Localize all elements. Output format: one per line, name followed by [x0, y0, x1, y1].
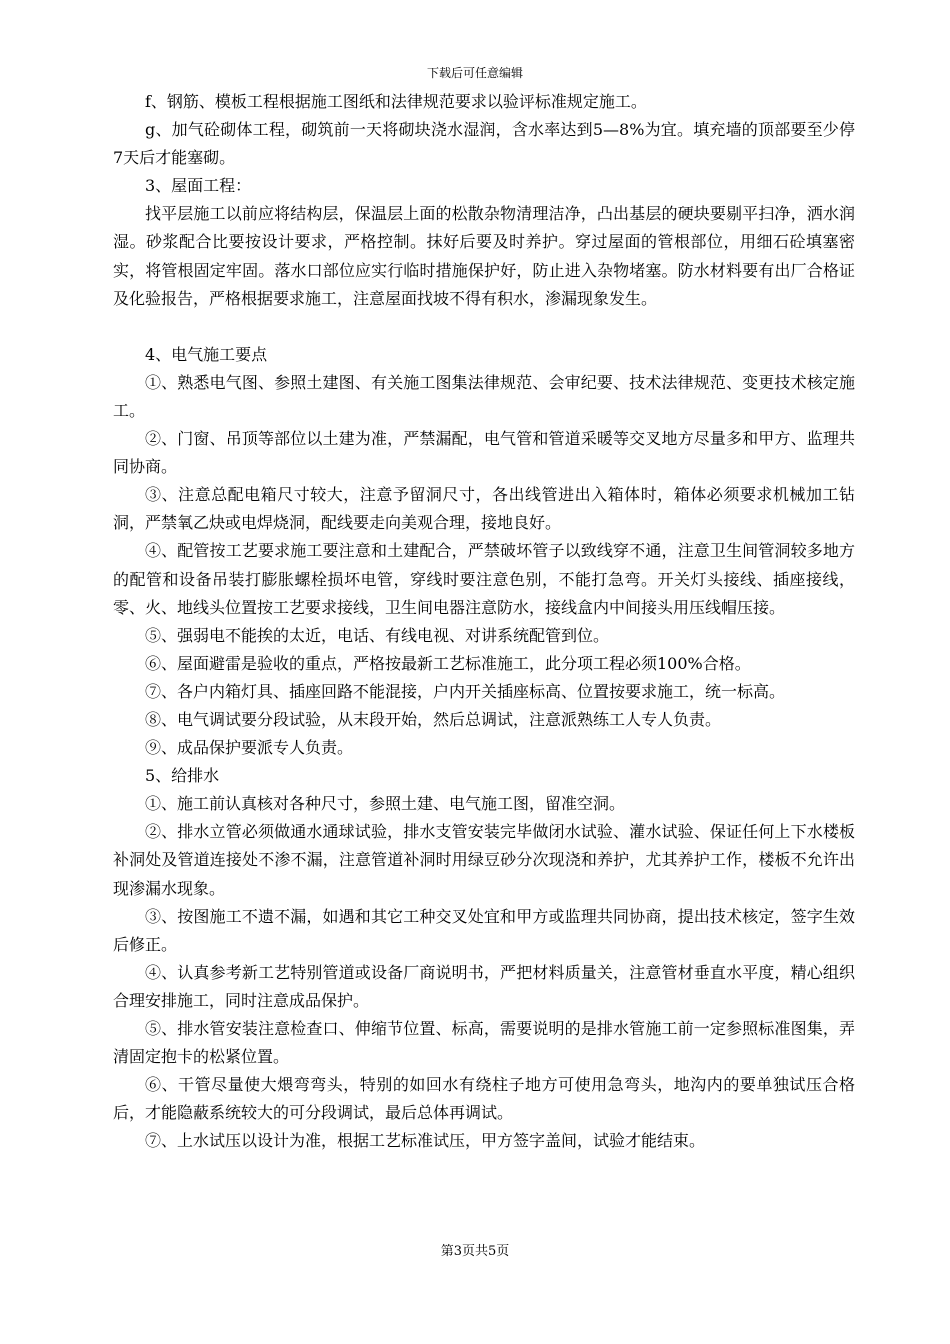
section-electrical-heading: 4、电气施工要点 — [145, 344, 268, 364]
plumbing-item-6: ⑥、干管尽量使大煨弯弯头，特别的如回水有绕柱子地方可使用急弯头，地沟内的要单独试压合格后，才能隐蔽系统较大的可分段调试，最后总体再调试。 — [113, 1075, 855, 1123]
page-footer: 第3页共5页 — [440, 1244, 510, 1259]
electrical-item-8: ⑧、电气调试要分段试验，从末段开始，然后总调试，注意派熟练工人专人负责。 — [145, 709, 722, 729]
electrical-item-1: ①、熟悉电气图、参照土建图、有关施工图集法律规范、会审纪要、技术法律规范、变更技术核定施工。 — [113, 372, 855, 420]
page-header: 下载后可任意编辑 — [426, 66, 523, 80]
section-roofing-heading: 3、屋面工程： — [145, 176, 252, 196]
electrical-item-7: ⑦、各户内箱灯具、插座回路不能混接，户内开关插座标高、位置按要求施工，统一标高。 — [145, 681, 786, 701]
electrical-item-9: ⑨、成品保护要派专人负责。 — [145, 738, 354, 758]
section-plumbing-heading: 5、给排水 — [145, 766, 220, 786]
paragraph-roofing: 找平层施工以前应将结构层，保温层上面的松散杂物清理洁净，凸出基层的硬块要剔平扫净，洒水润湿。砂浆配合比要按设计要求，严格控制。抹好后要及时养护。穿过屋面的管根部位，用细石砼填塞密实，将管根固定牢固。落水口部位应实行临时措施保护好，防止进入杂物堵塞。防水材料要有出厂合格证及化验报告，严格根据要求施工，注意屋面找坡不得有积水，渗漏现象发生。 — [113, 204, 855, 308]
document-body — [113, 88, 855, 1155]
plumbing-item-3: ③、按图施工不遗不漏，如遇和其它工种交叉处宜和甲方或监理共同协商，提出技术核定，签字生效后修正。 — [113, 906, 855, 954]
paragraph-f: f、钢筋、模板工程根据施工图纸和法律规范要求以验评标准规定施工。 — [145, 92, 647, 111]
plumbing-item-5: ⑤、排水管安装注意检查口、伸缩节位置、标高，需要说明的是排水管施工前一定参照标准图集，弄清固定抱卡的松紧位置。 — [113, 1019, 855, 1067]
electrical-item-4: ④、配管按工艺要求施工要注意和土建配合，严禁破坏管子以致线穿不通，注意卫生间管洞较多地方的配管和设备吊装打膨胀螺栓损坏电管，穿线时要注意色别，不能打急弯。开关灯头接线、插座接线，零、火、地线头位置按工艺要求接线，卫生间电器注意防水，接线盒内中间接头用压线帽压接。 — [113, 541, 855, 617]
plumbing-item-4: ④、认真参考新工艺特别管道或设备厂商说明书，严把材料质量关，注意管材垂直水平度，精心组织合理安排施工，同时注意成品保护。 — [113, 962, 855, 1010]
plumbing-item-1: ①、施工前认真核对各种尺寸，参照土建、电气施工图，留准空洞。 — [145, 794, 626, 814]
electrical-item-3: ③、注意总配电箱尺寸较大，注意予留洞尺寸，各出线管进出入箱体时，箱体必须要求机械加工钻洞，严禁氧乙炔或电焊烧洞，配线要走向美观合理，接地良好。 — [113, 485, 855, 533]
electrical-item-2: ②、门窗、吊顶等部位以土建为准，严禁漏配，电气管和管道采暖等交叉地方尽量多和甲方、监理共同协商。 — [113, 429, 855, 477]
electrical-item-5: ⑤、强弱电不能挨的太近，电话、有线电视、对讲系统配管到位。 — [145, 625, 610, 645]
plumbing-item-7: ⑦、上水试压以设计为准，根据工艺标准试压，甲方签字盖间，试验才能结束。 — [145, 1131, 706, 1151]
electrical-item-6: ⑥、屋面避雷是验收的重点，严格按最新工艺标准施工，此分项工程必须100%合格。 — [145, 653, 751, 673]
plumbing-item-2: ②、排水立管必须做通水通球试验，排水支管安装完毕做闭水试验、灌水试验、保证任何上下水楼板补洞处及管道连接处不渗不漏，注意管道补洞时用绿豆砂分次现浇和养护，尤其养护工作，楼板不允许出现渗漏水现象。 — [113, 822, 855, 898]
paragraph-g: g、加气砼砌体工程，砌筑前一天将砌块浇水湿润，含水率达到5—8%为宜。填充墙的顶部要至少停7天后才能塞砌。 — [113, 120, 855, 168]
paragraph-spacer — [113, 313, 855, 341]
